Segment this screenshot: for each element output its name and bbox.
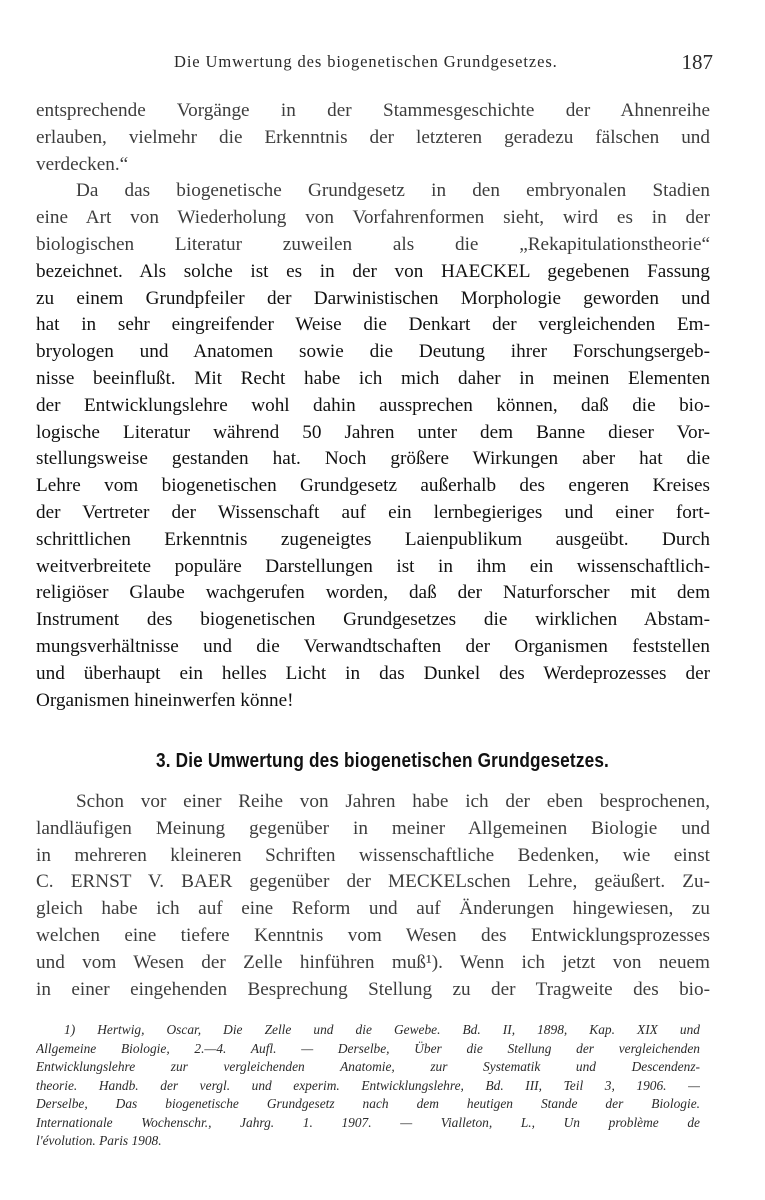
- footnote-line: l'évolution. Paris 1908.: [36, 1133, 162, 1148]
- text-line: der Vertreter der Wissenschaft auf ein lernbegieriges und einer fort-: [36, 501, 710, 523]
- text-line: Instrument des biogenetischen Grundgesetzes die wirklichen Abstam-: [36, 609, 710, 631]
- footnote-line: 1) Hertwig, Oscar, Die Zelle und die Gewebe. Bd. II, 1898, Kap. XIX und: [64, 1022, 700, 1037]
- footnote-line: Internationale Wochenschr., Jahrg. 1. 1907. — Vialleton, L., Un problème de: [36, 1114, 700, 1130]
- footnote-line: theorie. Handb. der vergl. und experim. Entwicklungslehre, Bd. III, Teil 3, 1906. —: [36, 1077, 700, 1093]
- running-title: Die Umwertung des biogenetischen Grundgesetzes.: [174, 52, 558, 71]
- text-line: religiöser Glaube wachgerufen worden, daß der Naturforscher mit dem: [36, 582, 710, 604]
- text-line: und überhaupt ein helles Licht in das Dunkel des Werdeprozesses der: [36, 662, 710, 684]
- text-line: bryologen und Anatomen sowie die Deutung ihrer Forschungsergeb-: [36, 341, 710, 363]
- text-line: Da das biogenetische Grundgesetz in den embryonalen Stadien: [76, 180, 710, 202]
- text-line: biologischen Literatur zuweilen als die „Rekapitulationstheorie“: [36, 233, 710, 255]
- text-line: hat in sehr eingreifender Weise die Denkart der vergleichenden Em-: [36, 314, 710, 336]
- text-line: logische Literatur während 50 Jahren unter dem Banne dieser Vor-: [36, 421, 710, 443]
- text-line: bezeichnet. Als solche ist es in der von HAECKEL gegebenen Fassung: [36, 260, 710, 282]
- footnote-line: Allgemeine Biologie, 2.—4. Aufl. — Derselbe, Über die Stellung der vergleichenden: [36, 1040, 700, 1056]
- text-line: zu einem Grundpfeiler der Darwinistischen Morphologie geworden und: [36, 287, 710, 309]
- footnotes: [36, 1021, 700, 1151]
- text-line: und vom Wesen der Zelle hinführen muß¹). Wenn ich jetzt von neuem: [36, 951, 710, 973]
- text-line: gleich habe ich auf eine Reform und auf Änderungen hingewiesen, zu: [36, 898, 710, 920]
- text-line: Schon vor einer Reihe von Jahren habe ich der eben besprochenen,: [76, 791, 710, 812]
- text-line: Lehre vom biogenetischen Grundgesetz außerhalb des engeren Kreises: [36, 475, 710, 497]
- text-line: C. ERNST V. BAER gegenüber der MECKELschen Lehre, geäußert. Zu-: [36, 871, 710, 893]
- running-head: [36, 50, 713, 76]
- page-number: 187: [681, 50, 713, 74]
- text-line: weitverbreitete populäre Darstellungen ist in ihm ein wissenschaftlich-: [36, 555, 710, 577]
- text-line: in einer eingehenden Besprechung Stellung zu der Tragweite des bio-: [36, 978, 710, 1000]
- section-heading: 3. Die Umwertung des biogenetischen Grundgesetzes.: [155, 750, 610, 772]
- text-line: landläufigen Meinung gegenüber in meiner Allgemeinen Biologie und: [36, 817, 710, 839]
- text-line: stellungsweise gestanden hat. Noch größere Wirkungen aber hat die: [36, 448, 710, 470]
- footnote-line: Entwicklungslehre zur vergleichenden Anatomie, zur Systematik und Descendenz-: [36, 1059, 700, 1074]
- paragraph-block-top: [36, 98, 710, 714]
- text-line: eine Art von Wiederholung von Vorfahrenformen sieht, wird es in der: [36, 207, 710, 229]
- text-line: nisse beeinflußt. Mit Recht habe ich mich daher in meinen Elementen: [36, 367, 710, 389]
- text-line: der Entwicklungslehre wohl dahin aussprechen können, daß die bio-: [36, 394, 710, 416]
- text-line: verdecken.“: [36, 153, 129, 175]
- footnote-line: Derselbe, Das biogenetische Grundgesetz nach dem heutigen Stande der Biologie.: [36, 1096, 700, 1111]
- text-line: erlauben, vielmehr die Erkenntnis der letzteren geradezu fälschen und: [36, 126, 710, 148]
- text-line: Organismen hineinwerfen könne!: [36, 689, 294, 711]
- text-line: mungsverhältnisse und die Verwandtschaften der Organismen feststellen: [36, 635, 710, 657]
- paragraph-block-bottom: [36, 789, 710, 1003]
- text-line: schrittlichen Erkenntnis zugeneigtes Laienpublikum ausgeübt. Durch: [36, 528, 710, 550]
- text-line: in mehreren kleineren Schriften wissenschaftliche Bedenken, wie einst: [36, 844, 710, 866]
- text-line: welchen eine tiefere Kenntnis vom Wesen des Entwicklungsprozesses: [36, 924, 710, 946]
- text-line: entsprechende Vorgänge in der Stammesgeschichte der Ahnenreihe: [36, 100, 710, 121]
